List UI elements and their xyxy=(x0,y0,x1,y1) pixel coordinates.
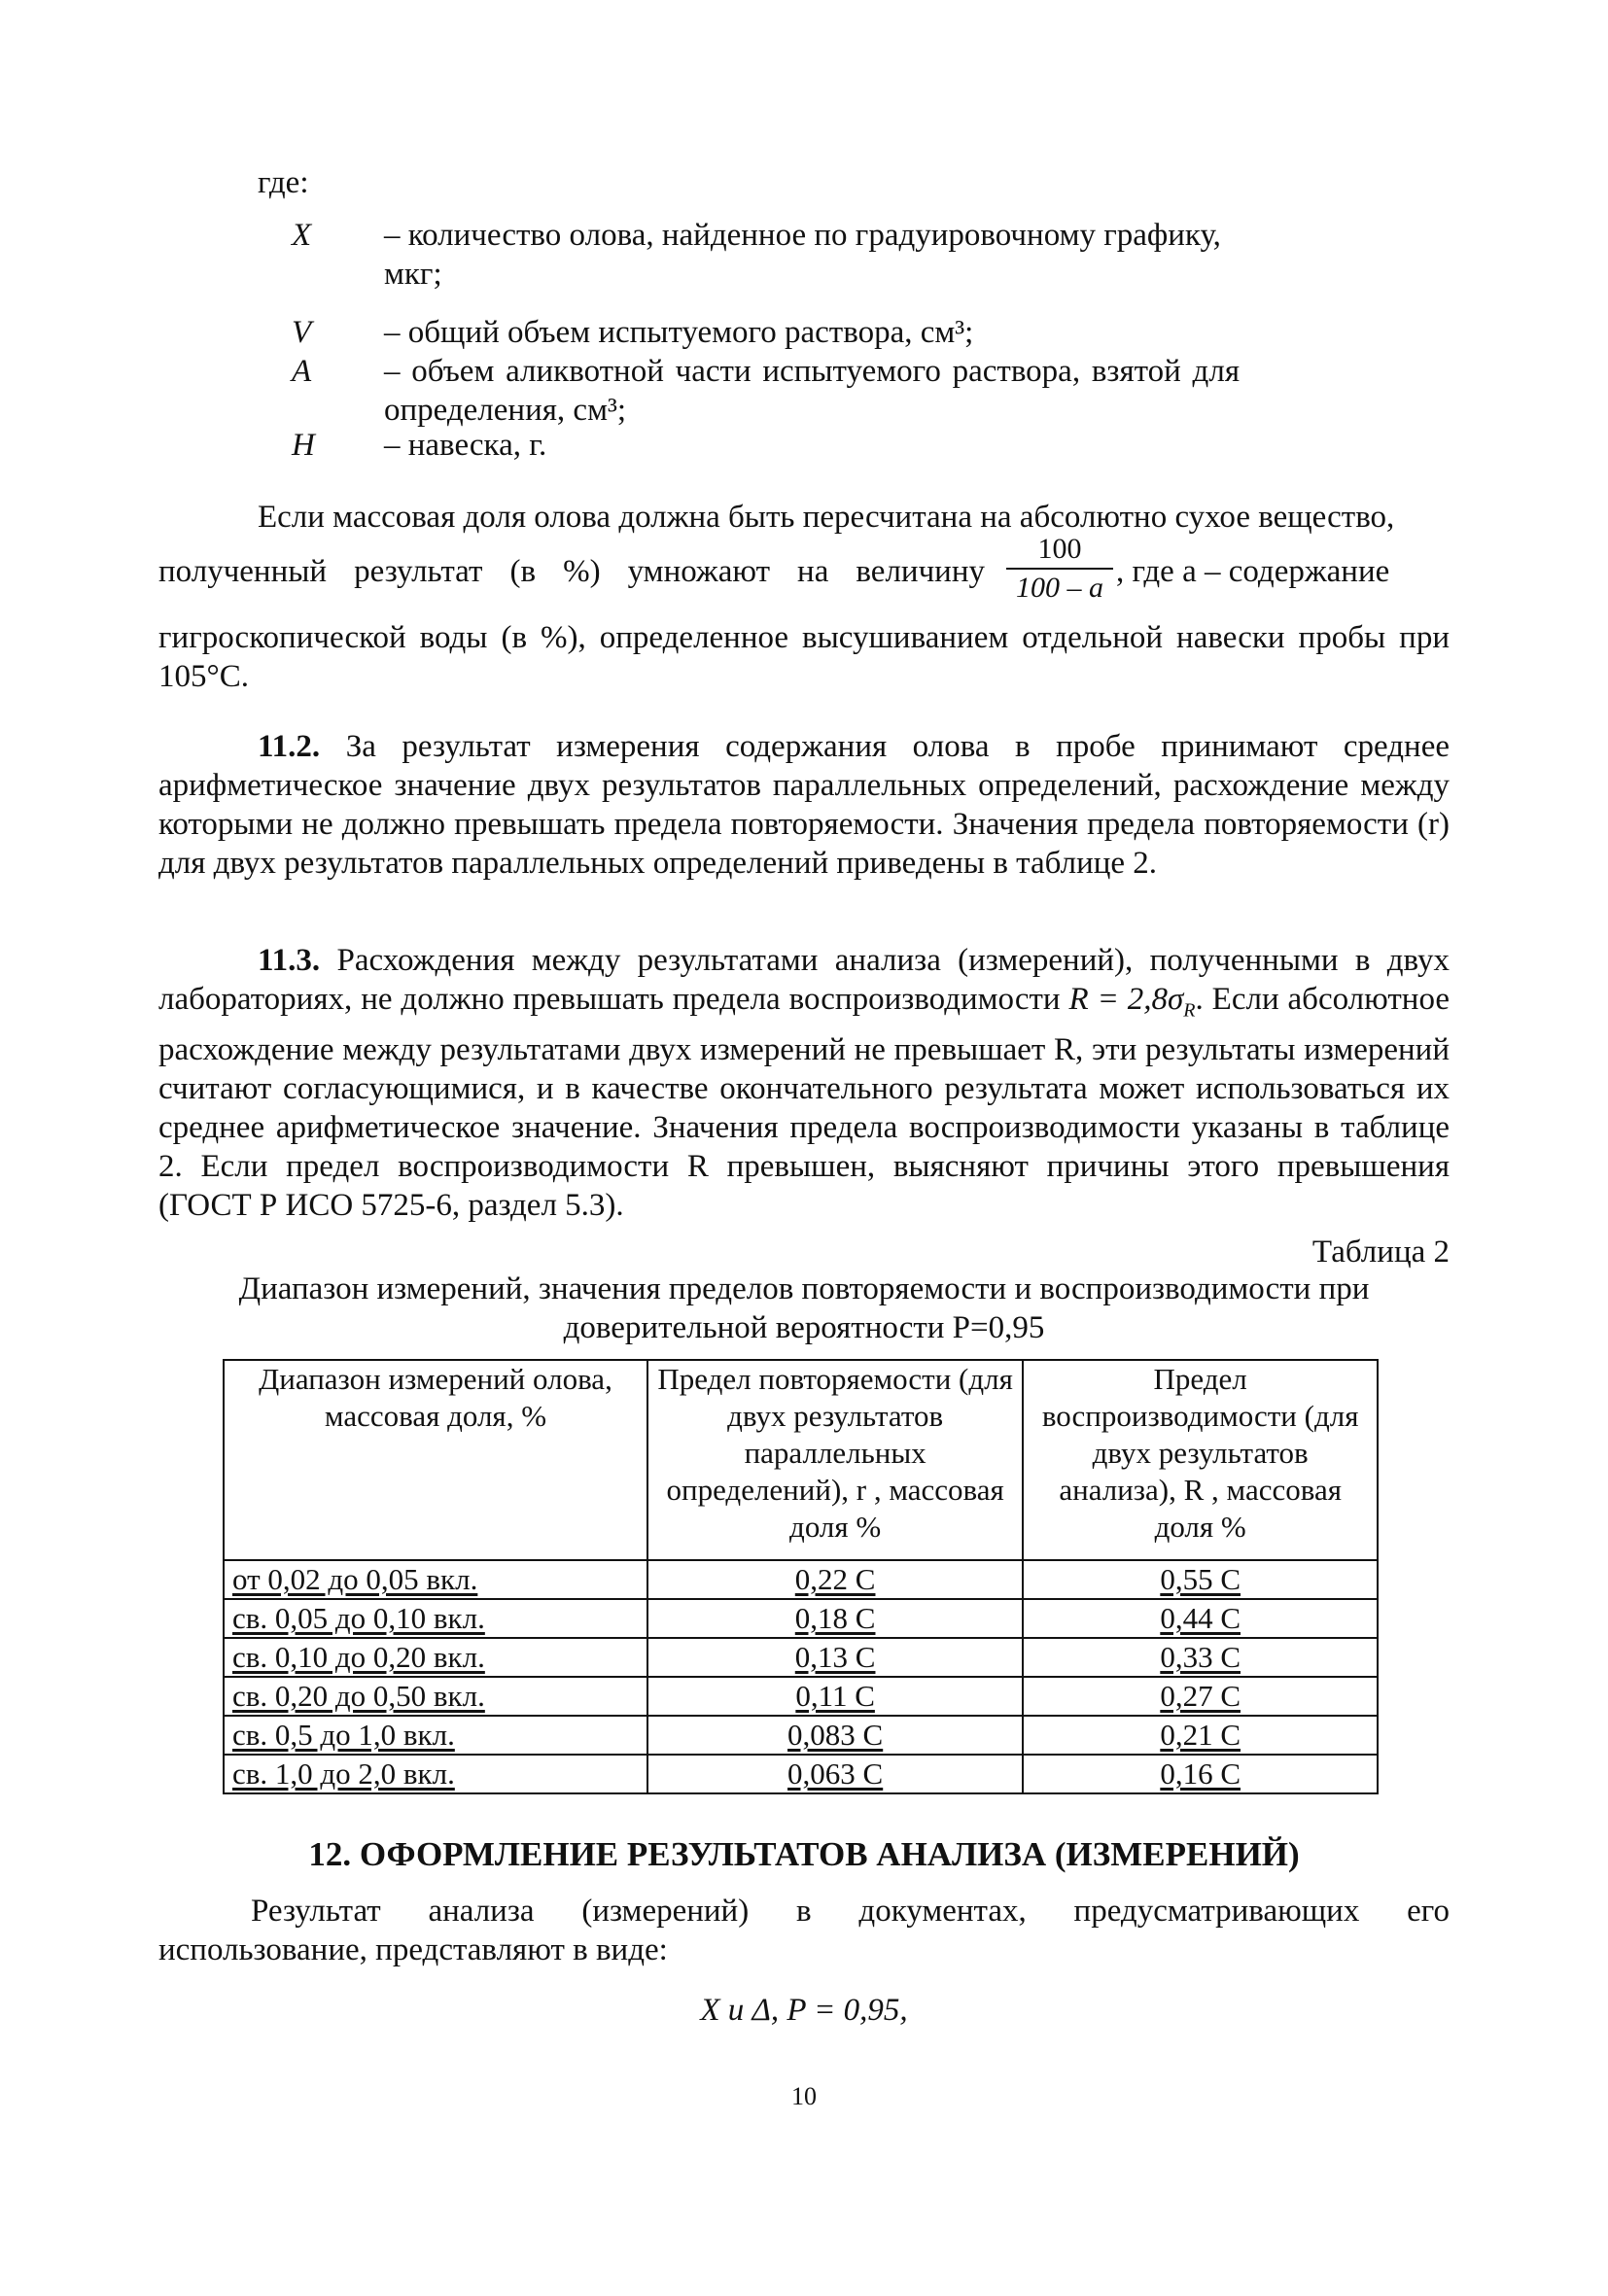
symbol-a-description: – объем аликвотной части испытуемого раствора, взятой для определения, см³; xyxy=(384,354,1240,428)
formula-subscript: R xyxy=(1183,999,1196,1022)
table-row xyxy=(224,1638,1378,1677)
fraction-numerator: 100 xyxy=(1006,533,1113,570)
where-label: где: xyxy=(258,165,309,200)
cell-range: св. 0,05 до 0,10 вкл. xyxy=(224,1599,647,1638)
recalc-line-2-after: , где a – содержание xyxy=(1116,554,1390,589)
recalc-text-before: полученный результат (в %) умножают на величину xyxy=(158,554,985,589)
cell-reproducibility: 0,27 С xyxy=(1023,1677,1378,1716)
cell-repeatability: 0,22 С xyxy=(647,1560,1023,1599)
legend-item-v xyxy=(292,313,1254,352)
cell-reproducibility: 0,44 С xyxy=(1023,1599,1378,1638)
cell-reproducibility: 0,55 С xyxy=(1023,1560,1378,1599)
table-row xyxy=(224,1560,1378,1599)
header-reproducibility: Предел воспроизводимости (для двух результатов анализа), R , массовая доля % xyxy=(1023,1360,1378,1560)
header-repeatability: Предел повторяемости (для двух результатов параллельных определений), r , массовая доля % xyxy=(647,1360,1023,1560)
cell-reproducibility: 0,21 С xyxy=(1023,1716,1378,1755)
cell-reproducibility: 0,33 С xyxy=(1023,1638,1378,1677)
table-row xyxy=(224,1716,1378,1755)
symbol-h: H xyxy=(292,428,315,463)
result-formula: X и Δ, P = 0,95, xyxy=(700,1993,908,2028)
paragraph-11-3-text-a: Расхождения между результатами анализа (измерений), полученными в двух лабораториях, не должно превышать предела воспроизводимости xyxy=(158,943,1451,1017)
symbol-h-description: – навеска, г. xyxy=(384,428,547,463)
symbol-x-description: – количество олова, найденное по градуировочному графику, мкг; xyxy=(384,218,1221,292)
symbol-a: A xyxy=(292,354,312,389)
symbol-x: X xyxy=(292,218,312,253)
correction-fraction xyxy=(1006,533,1113,605)
reproducibility-formula xyxy=(1068,982,1196,1022)
cell-repeatability: 0,13 С xyxy=(647,1638,1023,1677)
paragraph-11-3-text-b: . Если абсолютное расхождение между результатами двух измерений не превышает R, эти результаты измерений считают согласующимися, и в качестве окончательного результата может использоваться их среднее арифметическое значение. Значения предела воспроизводимости указаны в таблице 2. Если предел воспроизводимости R превышен, выясняют причины этого превышения (ГОСТ Р ИСО 5725-6, раздел 5.3). xyxy=(158,982,1450,1223)
cell-repeatability: 0,18 С xyxy=(647,1599,1023,1638)
table-caption-line-2: доверительной вероятности P=0,95 xyxy=(563,1310,1045,1345)
fraction-denominator: 100 – a xyxy=(1016,572,1103,604)
cell-range: св. 0,5 до 1,0 вкл. xyxy=(224,1716,647,1755)
legend-item-x xyxy=(292,216,1254,294)
paragraph-11-2-number: 11.2. xyxy=(258,729,321,764)
page-number: 10 xyxy=(791,2082,817,2110)
paragraph-11-3 xyxy=(158,941,1450,1225)
cell-range: от 0,02 до 0,05 вкл. xyxy=(224,1560,647,1599)
cell-repeatability: 0,063 С xyxy=(647,1755,1023,1793)
cell-repeatability: 0,083 С xyxy=(647,1716,1023,1755)
section-12-line-2: использование, представляют в виде: xyxy=(158,1932,668,1967)
cell-range: св. 0,10 до 0,20 вкл. xyxy=(224,1638,647,1677)
table-header-row xyxy=(224,1360,1378,1560)
table-caption-line-1: Диапазон измерений, значения пределов повторяемости и воспроизводимости при xyxy=(238,1271,1370,1306)
cell-range: св. 1,0 до 2,0 вкл. xyxy=(224,1755,647,1793)
table-row xyxy=(224,1755,1378,1793)
paragraph-11-2-text: За результат измерения содержания олова в пробе принимают среднее арифметическое значение двух результатов параллельных определений, расхождение между которыми не должно превышать предела повторяемости. Значения предела повторяемости (r) для двух результатов параллельных определений приведены в таблице 2. xyxy=(158,729,1450,881)
recalc-line-3: гигроскопической воды (в %), определенное высушиванием отдельной навески пробы при 105°С. xyxy=(158,620,1450,694)
paragraph-11-3-number: 11.3. xyxy=(258,943,321,978)
legend-item-h xyxy=(292,426,1254,465)
symbol-v: V xyxy=(292,315,312,350)
symbol-v-description: – общий объем испытуемого раствора, см³; xyxy=(384,315,974,350)
header-range: Диапазон измерений олова, массовая доля, % xyxy=(224,1360,647,1560)
table-label: Таблица 2 xyxy=(1311,1235,1450,1270)
legend-item-a xyxy=(292,352,1254,430)
cell-reproducibility: 0,16 С xyxy=(1023,1755,1378,1793)
paragraph-11-2 xyxy=(158,727,1450,883)
cell-range: св. 0,20 до 0,50 вкл. xyxy=(224,1677,647,1716)
section-12-line-1: Результат анализа (измерений) в документах, предусматривающих его xyxy=(251,1894,1450,1929)
table-row xyxy=(224,1677,1378,1716)
table-row xyxy=(224,1599,1378,1638)
formula-main: R = 2,8σ xyxy=(1068,982,1184,1017)
recalc-line-2-before xyxy=(158,552,985,591)
section-12-heading: 12. ОФОРМЛЕНИЕ РЕЗУЛЬТАТОВ АНАЛИЗА (ИЗМЕРЕНИЙ) xyxy=(308,1835,1300,1873)
recalc-line-1: Если массовая доля олова должна быть пересчитана на абсолютно сухое вещество, xyxy=(258,500,1395,535)
limits-table xyxy=(223,1359,1379,1794)
cell-repeatability: 0,11 С xyxy=(647,1677,1023,1716)
